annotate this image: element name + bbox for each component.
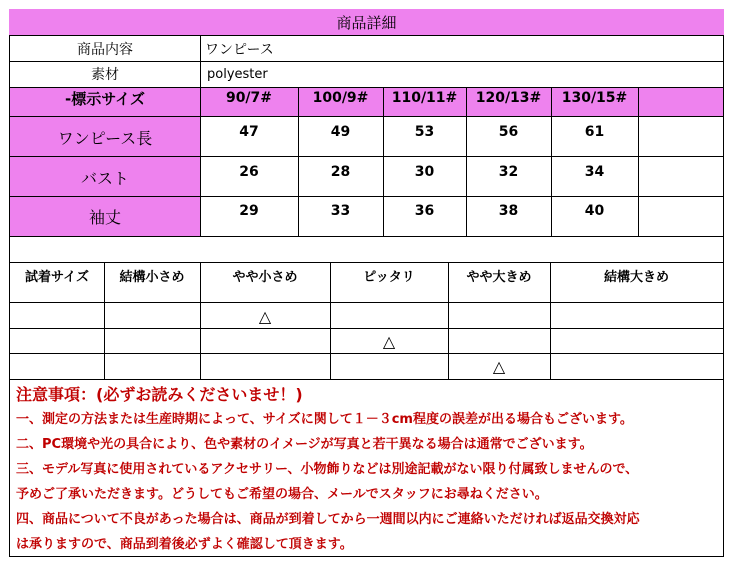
info-label-content: 商品内容 bbox=[77, 42, 133, 58]
size-value: 40 bbox=[584, 203, 605, 219]
fit-header-cell: 試着サイズ bbox=[25, 269, 89, 285]
size-value: 28 bbox=[330, 164, 351, 180]
notes-block bbox=[16, 382, 721, 557]
grid-hline bbox=[10, 61, 723, 62]
grid-hline bbox=[10, 328, 723, 329]
notes-line: 三、モデル写真に使用されているアクセサリー、小物飾りなどは別途記載がない限り付属致しませんので、 bbox=[16, 462, 639, 477]
size-value: 34 bbox=[584, 164, 605, 180]
grid-hline bbox=[10, 353, 723, 354]
size-value: 26 bbox=[239, 164, 259, 180]
size-value: 61 bbox=[584, 124, 605, 140]
grid-hline bbox=[10, 379, 723, 380]
grid-vline bbox=[200, 262, 201, 379]
grid-vline bbox=[448, 262, 449, 379]
grid-vline bbox=[200, 36, 201, 236]
fit-header-cell: ピッタリ bbox=[363, 269, 415, 285]
size-value: 29 bbox=[239, 203, 259, 219]
grid-hline bbox=[10, 87, 723, 88]
notes-line: 予めご了承いただきます。どうしてもご希望の場合、メールでスタッフにお尋ねください。 bbox=[16, 487, 548, 502]
size-value: 33 bbox=[330, 203, 351, 219]
notes-line: 四、商品について不良があった場合は、商品が到着してから一週間以内にご連絡いただければ返品交換対応 bbox=[16, 512, 640, 527]
size-header-label: -標示サイズ bbox=[64, 89, 146, 108]
fit-header-cell: やや大きめ bbox=[466, 269, 532, 285]
notes-line: 二、PC環境や光の具合により、色や素材のイメージが写真と若干異なる場合は通常でございます。 bbox=[16, 437, 593, 452]
notes-title: 注意事項：(必ずお読みくださいませ！) bbox=[16, 385, 303, 404]
grid-vline bbox=[330, 262, 331, 379]
size-row-label: バスト bbox=[80, 168, 129, 188]
size-row-label: 袖丈 bbox=[88, 207, 121, 227]
size-row-label: ワンピース長 bbox=[57, 128, 153, 148]
notes-line: 一、測定の方法または生産時期によって、サイズに関して１－３cm程度の誤差が出る場合もございます。 bbox=[16, 412, 633, 427]
fit-marker: △ bbox=[492, 356, 506, 376]
info-label-material: 素材 bbox=[91, 67, 119, 83]
size-value: 49 bbox=[330, 124, 351, 140]
grid-vline bbox=[298, 87, 299, 236]
size-value: 56 bbox=[498, 124, 519, 140]
size-value: 32 bbox=[498, 164, 519, 180]
grid-hline bbox=[10, 236, 723, 237]
size-value: 30 bbox=[414, 164, 435, 180]
size-header-cell: 90/7# bbox=[225, 90, 273, 106]
size-value: 38 bbox=[498, 203, 519, 219]
fit-header-cell: 結構大きめ bbox=[603, 269, 669, 285]
grid-vline bbox=[383, 87, 384, 236]
info-value-material: polyester bbox=[207, 66, 268, 82]
grid-hline bbox=[10, 262, 723, 263]
size-value: 53 bbox=[414, 124, 435, 140]
size-value: 47 bbox=[239, 124, 259, 140]
grid-vline bbox=[551, 87, 552, 236]
grid-hline bbox=[10, 156, 723, 157]
size-value: 36 bbox=[414, 203, 435, 219]
info-value-content: ワンピース bbox=[205, 42, 274, 58]
grid-hline bbox=[10, 302, 723, 303]
size-header-cell: 100/9# bbox=[312, 90, 369, 106]
grid-vline bbox=[638, 87, 639, 236]
fit-marker: △ bbox=[382, 331, 396, 351]
header-title: 商品詳細 bbox=[9, 9, 724, 36]
fit-header-cell: 結構小さめ bbox=[119, 269, 185, 285]
grid-vline bbox=[466, 87, 467, 236]
size-header-cell: 110/11# bbox=[391, 90, 458, 106]
grid-vline bbox=[104, 262, 105, 379]
size-header-cell: 120/13# bbox=[475, 90, 542, 106]
grid-vline bbox=[550, 262, 551, 379]
fit-header-cell: やや小さめ bbox=[232, 269, 298, 285]
size-header-cell: 130/15# bbox=[561, 90, 628, 106]
grid-hline bbox=[10, 116, 723, 117]
grid-hline bbox=[10, 196, 723, 197]
notes-line: は承りますので、商品到着後必ずよく確認して頂きます。 bbox=[16, 537, 353, 552]
fit-marker: △ bbox=[258, 306, 272, 326]
